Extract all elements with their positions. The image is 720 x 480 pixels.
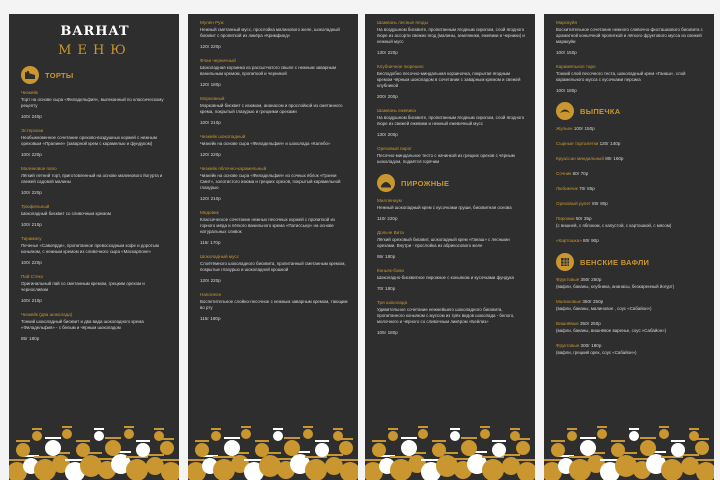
- decorative-plate: [315, 440, 329, 442]
- decorative-plate: [241, 426, 251, 428]
- item-desc: Необыкновенное сочетание орехово-воздушных коржей с нежным ореховым «Пралине» (заварной крем с карамелью и фундуком): [21, 135, 157, 146]
- decorative-dot: [492, 443, 506, 457]
- item-price: 100г 210р: [21, 222, 42, 227]
- menu-item: [21, 90, 169, 119]
- item-desc: Классическое сочетание нежных песочных коржей с пропиткой из горного мёда и лёгкого ванильного крема «Патиссьер» на основе натуральных сливок: [200, 217, 335, 234]
- item-name: Карамельное таро: [556, 64, 596, 69]
- item-desc: Шоколадно-бисквитное пирожное с коньяком и кусочками фундука: [377, 275, 514, 280]
- decorative-plate: [450, 428, 460, 430]
- decorative-dot: [339, 441, 353, 455]
- decorative-plate: [45, 437, 61, 439]
- decorative-pattern: [365, 410, 535, 480]
- decorative-plate: [544, 459, 562, 461]
- menu-item: [556, 20, 704, 55]
- decorative-plate: [418, 426, 428, 428]
- decorative-dot: [401, 440, 417, 456]
- waffle-item: [556, 343, 704, 356]
- item-name: Малиновые: [556, 299, 582, 304]
- decorative-dot: [154, 431, 164, 441]
- decorative-dot: [611, 443, 625, 457]
- decorative-dot: [45, 440, 61, 456]
- brand-name: BARHAT: [60, 24, 130, 39]
- decorative-cakes-svg: [544, 410, 714, 480]
- decorative-dot: [695, 441, 709, 455]
- decorative-plate: [681, 454, 699, 456]
- decorative-dot: [315, 443, 329, 457]
- decorative-plate: [105, 437, 121, 439]
- item-desc: На воздушном бисквите, пропитанным ягодным сиропом, слой ягодного пюре из ассорти свежих ягод (малины, земляники, ежевики и черники) и нежный мусс: [377, 27, 525, 44]
- item-desc: Слоётёмного шоколадного бисквита, пропитанный сметанным кремом, покрытые глазурью и шоколадной крошкой: [200, 261, 346, 272]
- menu-item: [556, 64, 704, 93]
- menu-item: [200, 96, 348, 125]
- menu-item: [200, 166, 348, 201]
- menu-list: [377, 198, 525, 335]
- decorative-plate: [284, 437, 300, 439]
- item-name: Клубничное пюрешно: [377, 64, 424, 69]
- decorative-plate: [303, 426, 313, 428]
- item-name: Жульен: [556, 126, 573, 131]
- decorative-dot: [597, 429, 607, 439]
- item-desc: (вафли, бананы, клубника, ананасы, безкаренный йогурт): [556, 284, 675, 289]
- item-price: 120г 220р: [200, 278, 221, 283]
- decorative-dot: [450, 431, 460, 441]
- item-price: 80г 90р: [583, 238, 599, 243]
- bakery-item: [556, 216, 704, 229]
- bakery-item: [556, 186, 704, 192]
- menu-item: [21, 236, 169, 265]
- item-name: Марокуйя: [556, 20, 577, 25]
- decorative-plate: [195, 440, 209, 442]
- decorative-dot: [659, 429, 669, 439]
- pie-icon: [377, 174, 395, 192]
- decorative-plate: [689, 428, 699, 430]
- item-price: 100г 210р: [21, 298, 42, 303]
- bakery-list: [556, 126, 704, 244]
- decorative-plate: [492, 440, 506, 442]
- decorative-dot: [303, 429, 313, 439]
- item-price: 115г 180р: [200, 316, 221, 321]
- decorative-plate: [146, 454, 164, 456]
- item-price: 120г 210р: [200, 196, 221, 201]
- item-desc: (вафли, бананы, малиновое , соус «Сабайон»): [556, 306, 652, 311]
- menu-item: [200, 254, 348, 283]
- item-name: Вишнёвые: [556, 321, 579, 326]
- item-name: Мулен Руж: [200, 20, 224, 25]
- menu-item: [200, 210, 348, 245]
- menu-item: [21, 274, 169, 303]
- decorative-plate: [640, 437, 656, 439]
- item-name: Эстерхази: [21, 128, 44, 133]
- decorative-plate: [62, 426, 72, 428]
- menu-list: [200, 20, 348, 321]
- item-name: Медовик: [200, 210, 219, 215]
- item-desc: Тонкий шоколадный бисквит и два вида шоколадного крема «Филадельфия» - с белым и чёрным шоколадом: [21, 319, 144, 330]
- item-price: 350г 250р: [580, 321, 601, 326]
- decorative-dot: [284, 440, 300, 456]
- menu-panel-2: [188, 14, 358, 480]
- menu-item: [21, 204, 169, 227]
- menu-item: [377, 108, 525, 137]
- bakery-item: [556, 171, 704, 177]
- decorative-plate: [611, 440, 625, 442]
- decorative-dot: [418, 429, 428, 439]
- decorative-plate: [580, 437, 596, 439]
- decorative-dot: [255, 443, 269, 457]
- item-desc: Торт на основе сыра «Филадельфия», выпеканный по классическому рецепту: [21, 97, 164, 108]
- item-name: Пай Стекэ: [21, 274, 44, 279]
- item-desc: Лёгкий летний торт, приготовленный на основе малинового йогурта и свежей садовой малины: [21, 173, 163, 184]
- bakery-item: [556, 126, 704, 132]
- decorative-pattern: [544, 410, 714, 480]
- decorative-plate: [432, 440, 446, 442]
- decorative-plate: [502, 454, 520, 456]
- menu-item: [377, 146, 525, 165]
- item-desc: Нежный шоколадный крем с кусочками груши, бисквитная основа: [377, 205, 512, 210]
- decorative-dot: [510, 431, 520, 441]
- item-price: 95г 180р: [377, 254, 396, 259]
- menu-item: [21, 312, 169, 341]
- decorative-cakes-svg: [188, 410, 358, 480]
- decorative-pattern: [188, 410, 358, 480]
- item-name: Ореховый рулет: [556, 201, 591, 206]
- bakery-item: [556, 156, 704, 162]
- item-price: 80г 160р: [605, 156, 624, 161]
- decorative-plate: [255, 440, 269, 442]
- section-header-cakes: [21, 66, 169, 84]
- item-name: Сочник: [556, 171, 572, 176]
- bakery-item: [556, 201, 704, 207]
- decorative-cakes-svg: [365, 410, 535, 480]
- decorative-dot: [333, 431, 343, 441]
- item-price: 200г 200р: [377, 94, 398, 99]
- decorative-plate: [154, 428, 164, 430]
- decorative-plate: [94, 428, 104, 430]
- item-name: Чизкейк шоколадный: [200, 134, 246, 139]
- item-name: Любимчик: [556, 186, 578, 191]
- item-desc: Восхитительное сочетание нежного сливочно-фисташкового бисквита с ароматной коньячной пропиткой и лёгкого фруктового мусса из свежей маракуйи: [556, 27, 703, 44]
- decorative-plate: [188, 459, 206, 461]
- decorative-dot: [62, 429, 72, 439]
- menu-item: [377, 268, 525, 291]
- decorative-dot: [273, 431, 283, 441]
- menu-list: [377, 20, 525, 165]
- decorative-dot: [689, 431, 699, 441]
- item-name: Флан черничный: [200, 58, 236, 63]
- decorative-plate: [551, 440, 565, 442]
- item-name: Миллениум: [377, 198, 402, 203]
- decorative-dot: [160, 441, 174, 455]
- decorative-plate: [340, 459, 358, 461]
- waffle-icon: [556, 253, 574, 271]
- item-name: Трюфельный: [21, 204, 50, 209]
- decorative-dot: [661, 459, 683, 480]
- item-desc: Бесподобно песочно-миндальная корзиночка, покрытая ягодным кремом чёрным шоколадом в сочетании с заварным кремом и свежей клубникой: [377, 71, 521, 88]
- decorative-plate: [333, 428, 343, 430]
- decorative-dot: [482, 459, 504, 480]
- decorative-plate: [16, 440, 30, 442]
- decorative-dot: [94, 431, 104, 441]
- waffle-item: [556, 299, 704, 312]
- item-desc: (вафли, бананы, вишнёвое варенье, соус «Сабайон»): [556, 328, 667, 333]
- item-price: 120г 140р: [599, 141, 621, 146]
- item-name: Фруктовые: [556, 343, 580, 348]
- item-price: 50г 35р: [575, 216, 592, 221]
- item-price: 105г 180р: [377, 330, 398, 335]
- item-price: 85г 180р: [21, 336, 40, 341]
- menu-item: [377, 20, 525, 55]
- menu-list: [21, 90, 169, 341]
- waffle-item: [556, 277, 704, 290]
- logo: [21, 14, 169, 58]
- decorative-plate: [569, 456, 591, 458]
- waffle-item: [556, 321, 704, 334]
- decorative-dot: [432, 443, 446, 457]
- decorative-dot: [16, 443, 30, 457]
- menu-item: [200, 134, 348, 157]
- decorative-plate: [567, 428, 577, 430]
- item-price: 115г 170р: [200, 240, 221, 245]
- item-name: Наполеон: [200, 292, 222, 297]
- decorative-dot: [241, 429, 251, 439]
- item-name: Три шоколада: [377, 300, 408, 305]
- item-desc: Лёгкий ореховый бисквит, шоколадный крем «Ганаш» с лесными орехами. Внутри - прослойка из абрикосового желе: [377, 237, 510, 248]
- item-name: Шампань лесные ягоды: [377, 20, 428, 25]
- decorative-dot: [124, 429, 134, 439]
- decorative-plate: [696, 459, 714, 461]
- decorative-plate: [325, 454, 343, 456]
- decorative-plate: [32, 428, 42, 430]
- bakery-item: [556, 141, 704, 147]
- decorative-dot: [224, 440, 240, 456]
- menu-panel-1: [9, 14, 179, 480]
- menu-item: [21, 128, 169, 157]
- item-name: Ореховый пирог: [377, 146, 412, 151]
- decorative-plate: [136, 440, 150, 442]
- decorative-dot: [211, 431, 221, 441]
- decorative-dot: [580, 440, 596, 456]
- decorative-plate: [211, 428, 221, 430]
- menu-title: МЕНЮ: [58, 43, 132, 58]
- decorative-dot: [126, 459, 148, 480]
- decorative-plate: [659, 426, 669, 428]
- item-price: 100г 210р: [200, 120, 221, 125]
- item-name: Пирожки: [556, 216, 575, 221]
- decorative-plate: [34, 456, 56, 458]
- decorative-plate: [9, 459, 27, 461]
- item-desc: Нежный сметанный мусс, прослойка малинового желе, шоколадный бисквит с пропиткой из ликёра «Кримфиед»: [200, 27, 340, 38]
- decorative-dot: [567, 431, 577, 441]
- item-price: 100г 240р: [21, 114, 42, 119]
- decorative-plate: [365, 459, 383, 461]
- item-name: Малиновое папо: [21, 166, 57, 171]
- decorative-dot: [629, 431, 639, 441]
- decorative-plate: [597, 426, 607, 428]
- bakery-item: [556, 238, 704, 244]
- decorative-dot: [516, 441, 530, 455]
- decorative-dot: [551, 443, 565, 457]
- decorative-plate: [224, 437, 240, 439]
- menu-item: [377, 64, 525, 99]
- decorative-plate: [390, 456, 412, 458]
- decorative-dot: [388, 431, 398, 441]
- item-price: 350г 250р: [580, 277, 602, 282]
- item-name: Тирамису: [21, 236, 42, 241]
- item-desc: Воспетительное слойно-песочное с нежным заварным кремом, тающим во рту: [200, 299, 348, 310]
- item-name: Коньяк-бомо: [377, 268, 405, 273]
- menu-item: [377, 230, 525, 259]
- decorative-dot: [461, 440, 477, 456]
- menu-item: [200, 292, 348, 321]
- decorative-dot: [105, 440, 121, 456]
- waffle-list: [556, 277, 704, 356]
- menu-item: [200, 58, 348, 87]
- decorative-dot: [136, 443, 150, 457]
- section-title: ВЕНСКИЕ ВАФЛИ: [580, 257, 650, 267]
- section-title: ПИРОЖНЫЕ: [401, 178, 450, 188]
- item-desc: Шоколадная корзинка из рассыпчатого свыле с нежным заварным ванильным кремом, пропиткой и черникой: [200, 65, 336, 76]
- decorative-plate: [372, 440, 386, 442]
- item-price: 100г 180р: [556, 88, 577, 93]
- item-desc: Песочно-миндальное тесто с начинкой из грецких орехов с чёрным шоколадом, подаётся горячим: [377, 153, 515, 164]
- item-desc: Чизкейк на основе сыра «Филадельфия» и шоколада «Калебо»: [200, 141, 331, 146]
- item-price: 100г 220р: [21, 260, 42, 265]
- decorative-plate: [629, 428, 639, 430]
- menu-item: [200, 20, 348, 49]
- decorative-plate: [161, 459, 179, 461]
- item-price: 120г 180р: [200, 82, 221, 87]
- decorative-plate: [124, 426, 134, 428]
- menu-list: [556, 20, 704, 93]
- item-price: 120г 220р: [200, 44, 221, 49]
- decorative-plate: [480, 426, 490, 428]
- item-price: 60г 70р: [572, 171, 589, 176]
- item-name: Шоколадный мусс: [200, 254, 239, 259]
- section-title: ТОРТЫ: [45, 70, 74, 80]
- menu-panel-4: [544, 14, 714, 480]
- item-name: Дольче Вита: [377, 230, 404, 235]
- decorative-plate: [273, 428, 283, 430]
- decorative-plate: [401, 437, 417, 439]
- decorative-plate: [671, 440, 685, 442]
- item-price: 70г 85р: [579, 186, 595, 191]
- decorative-dot: [480, 429, 490, 439]
- decorative-plate: [213, 456, 235, 458]
- item-desc: Морковный бисквит с изюмом, ананасом и прослойкой из сметанного крема, покрытый глазурью и грецкими орехами: [200, 103, 343, 114]
- item-desc: Шоколадный бисквит со сливочным кремом: [21, 211, 111, 216]
- decorative-plate: [517, 459, 535, 461]
- item-price: 130г 220р: [377, 50, 398, 55]
- item-desc: (с вишней, с яблоком, с капустой, с картошкой, с мясом): [556, 223, 672, 228]
- decorative-dot: [640, 440, 656, 456]
- cake-slice-icon: [21, 66, 39, 84]
- item-price: 130г 200р: [377, 132, 398, 137]
- item-price: 80г 80р: [592, 201, 608, 206]
- menu-item: [377, 198, 525, 221]
- decorative-dot: [671, 443, 685, 457]
- item-name: Фруктовые: [556, 277, 580, 282]
- item-desc: (вафли, грецкий орех, соус «Сабайон»): [556, 350, 637, 355]
- decorative-plate: [510, 428, 520, 430]
- decorative-plate: [76, 440, 90, 442]
- item-price: 350г 250р: [582, 299, 604, 304]
- menu-item: [21, 166, 169, 195]
- menu-item: [377, 300, 525, 335]
- item-price: 100г 150р: [573, 126, 595, 131]
- decorative-plate: [461, 437, 477, 439]
- item-name: Чизкейк яблочно-карамельный: [200, 166, 267, 171]
- decorative-dot: [372, 443, 386, 457]
- item-price: 300г 180р: [580, 343, 602, 348]
- decorative-cakes-svg: [9, 410, 179, 480]
- item-price: 70г 180р: [377, 286, 396, 291]
- decorative-dot: [195, 443, 209, 457]
- section-title: ВЫПЕЧКА: [580, 106, 621, 116]
- decorative-pattern: [9, 410, 179, 480]
- item-price: 100г 220р: [21, 190, 42, 195]
- item-name: «Картошка»: [556, 238, 582, 243]
- item-desc: Печенье «Савоярди», пропитанное превосходным кофе и доротым коньяком, с нежным кремом из сливочного сыра «Маскарпоне»: [21, 243, 159, 254]
- section-header-waffles: [556, 253, 704, 271]
- item-name: Морковный: [200, 96, 225, 101]
- item-name: Сырные тарталетки: [556, 141, 599, 146]
- item-desc: Тонкий слой песочного теста, шоколадный крем «Ганаш», слой карамельного мусса с кусочками персика: [556, 71, 686, 82]
- item-name: Чизкейк: [21, 90, 38, 95]
- item-name: Круассан миндальный: [556, 156, 604, 161]
- decorative-dot: [32, 431, 42, 441]
- section-header-bakery: [556, 102, 704, 120]
- item-name: Шампань ежевика: [377, 108, 416, 113]
- decorative-dot: [305, 459, 327, 480]
- croissant-icon: [556, 102, 574, 120]
- item-desc: Оригинальный пай со сметанным кремом, грецким орехом и черносливом: [21, 281, 145, 292]
- item-price: 110г 220р: [377, 216, 398, 221]
- item-desc: Чизкейк на основе сыра «Филадельфия» из сочных яблок «Грэнни Смит», золотистого изюма и грецких орехов, покрытый карамельной глазурью: [200, 173, 341, 190]
- item-price: 120г 220р: [200, 152, 221, 157]
- section-header-pastries: [377, 174, 525, 192]
- item-desc: Удивительное сочетание нежнейшего шоколадного бисквита, пропитанного коньяком с муссом из трёх видов шоколада - белого, молочного и чёрного со сливочным ликёром «Бейлиз»: [377, 307, 515, 324]
- item-name: Чизкейк (два шоколада): [21, 312, 73, 317]
- menu-panel-3: [365, 14, 535, 480]
- item-desc: На воздушном бисквите, пропитанным ягодным сиропом, слой ягодного пюре из свежей ежевики и нежный ежевичный мусс: [377, 115, 525, 126]
- decorative-dot: [76, 443, 90, 457]
- item-price: 100г 150р: [556, 50, 577, 55]
- decorative-plate: [388, 428, 398, 430]
- item-price: 100г 220р: [21, 152, 42, 157]
